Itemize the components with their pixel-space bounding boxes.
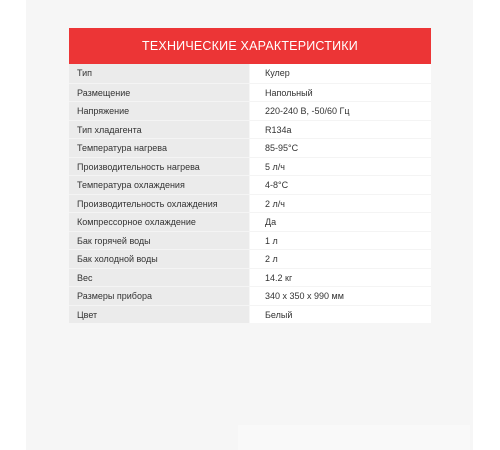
spec-value: 1 л [250, 231, 431, 250]
spec-value: 85-95°C [250, 138, 431, 157]
spec-value: 340 x 350 x 990 мм [250, 286, 431, 305]
specs-title: ТЕХНИЧЕСКИЕ ХАРАКТЕРИСТИКИ [69, 28, 431, 64]
spec-name: Тип [69, 64, 250, 83]
spec-name: Размещение [69, 83, 250, 102]
spec-value: R134a [250, 120, 431, 139]
spec-value: 220-240 В, -50/60 Гц [250, 101, 431, 120]
spec-value: 5 л/ч [250, 157, 431, 176]
spec-row [69, 64, 431, 83]
spec-value: Кулер [250, 64, 431, 83]
spec-name: Бак холодной воды [69, 249, 250, 268]
spec-value: 2 л/ч [250, 194, 431, 213]
spec-row [69, 157, 431, 176]
spec-name: Напряжение [69, 101, 250, 120]
spec-value: Белый [250, 305, 431, 324]
specs-rows [69, 64, 431, 323]
spec-value: Напольный [250, 83, 431, 102]
spec-row [69, 249, 431, 268]
spec-row [69, 101, 431, 120]
spec-row [69, 268, 431, 287]
spec-row [69, 212, 431, 231]
spec-row [69, 286, 431, 305]
spec-name: Цвет [69, 305, 250, 324]
spec-row [69, 194, 431, 213]
spec-name: Температура охлаждения [69, 175, 250, 194]
spec-row [69, 175, 431, 194]
spec-name: Температура нагрева [69, 138, 250, 157]
spec-name: Производительность нагрева [69, 157, 250, 176]
spec-value: 14.2 кг [250, 268, 431, 287]
spec-value: 2 л [250, 249, 431, 268]
specs-table [69, 28, 431, 323]
spec-value: 4-8°C [250, 175, 431, 194]
spec-name: Вес [69, 268, 250, 287]
spec-value: Да [250, 212, 431, 231]
spec-name: Производительность охлаждения [69, 194, 250, 213]
panel-footer-area [238, 425, 470, 450]
spec-name: Компрессорное охлаждение [69, 212, 250, 231]
spec-row [69, 305, 431, 324]
spec-row [69, 231, 431, 250]
spec-name: Бак горячей воды [69, 231, 250, 250]
spec-row [69, 83, 431, 102]
spec-name: Размеры прибора [69, 286, 250, 305]
spec-row [69, 120, 431, 139]
spec-row [69, 138, 431, 157]
spec-name: Тип хладагента [69, 120, 250, 139]
